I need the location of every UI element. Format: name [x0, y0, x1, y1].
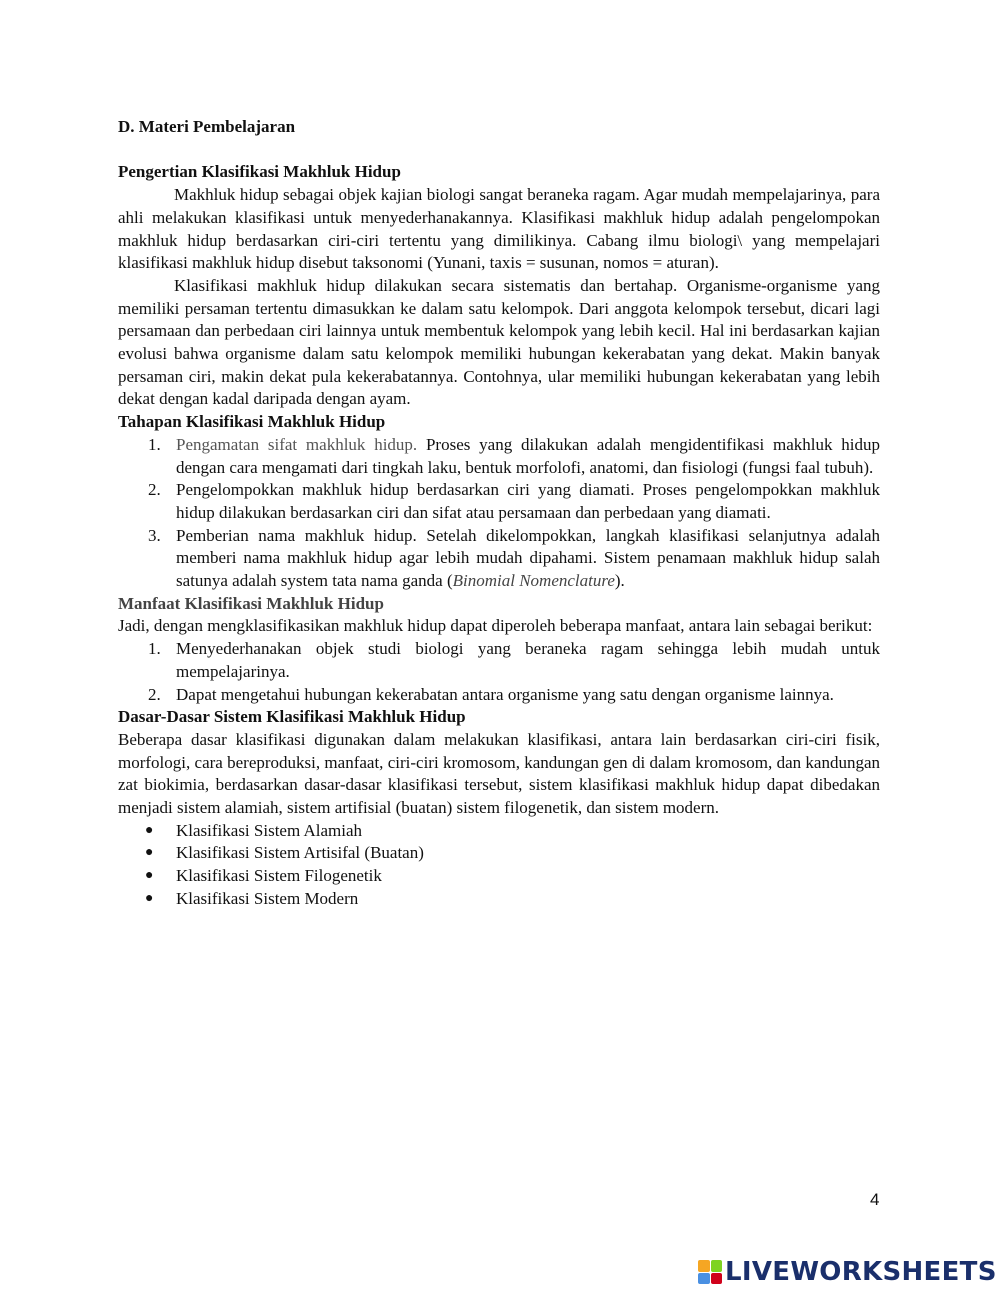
list-item-text: Dapat mengetahui hubungan kekerabatan antara organisme yang satu dengan organisme lainnya.	[176, 684, 834, 704]
spacer	[118, 139, 880, 162]
logo-text: LIVEWORKSHEETS	[725, 1257, 997, 1287]
list-item-tail: ).	[614, 571, 625, 591]
list-number: 1.	[148, 434, 161, 454]
tahapan-heading: Tahapan Klasifikasi Makhluk Hidup	[118, 412, 386, 432]
tahapan-list	[118, 434, 880, 593]
list-number: 2.	[148, 684, 161, 704]
logo-square	[711, 1273, 723, 1285]
bullet-item	[118, 865, 880, 888]
list-item	[118, 525, 880, 593]
list-number: 3.	[148, 525, 161, 545]
pengertian-paragraph-2: Klasifikasi makhluk hidup dilakukan secara sistematis dan bertahap. Organisme-organisme yang memiliki persaman tertentu dimasukkan ke dalam satu kelompok. Dari anggota kelompok tersebut, dicari lagi persamaan dan perbedaan ciri lainnya untuk membentuk kelompok yang lebih kecil. Hal ini berdasarkan kajian evolusi bahwa organisme dalam satu kelompok memiliki hubungan kekerabatan yang dekat. Makin banyak persaman ciri, makin dekat pula kekerabatannya. Contohnya, ular memiliki hubungan kekerabatan yang lebih dekat dengan kadal daripada dengan ayam.	[118, 275, 880, 409]
list-item-text: Pengelompokkan makhluk hidup berdasarkan ciri yang diamati. Proses pengelompokkan makhluk hidup dilakukan berdasarkan ciri dan sifat atau persamaan dan perbedaan yang diamati.	[176, 480, 880, 522]
logo-grid-icon	[698, 1260, 722, 1284]
list-number: 2.	[148, 480, 161, 500]
logo-square	[698, 1273, 710, 1285]
list-item-italic: Binomial Nomenclature	[452, 571, 615, 591]
list-item	[118, 479, 880, 524]
dasar-bullet-list	[118, 820, 880, 911]
bullet-text: Klasifikasi Sistem Modern	[176, 888, 359, 908]
bullet-text: Klasifikasi Sistem Filogenetik	[176, 866, 382, 886]
list-item	[118, 434, 880, 479]
list-item	[118, 684, 880, 707]
list-item-text: Pemberian nama makhluk hidup. Setelah dikelompokkan, langkah klasifikasi selanjutnya adalah memberi nama makhluk hidup agar lebih mudah dipahami. Sistem penamaan makhluk hidup salah satunya adalah system tata nama ganda (	[176, 525, 880, 591]
bullet-text: Klasifikasi Sistem Alamiah	[176, 820, 363, 840]
liveworksheets-logo[interactable]	[698, 1257, 997, 1287]
bullet-item	[118, 888, 880, 911]
bullet-item	[118, 842, 880, 865]
manfaat-intro: Jadi, dengan mengklasifikasikan makhluk hidup dapat diperoleh beberapa manfaat, antara lain sebagai berikut:	[118, 616, 873, 636]
manfaat-heading: Manfaat Klasifikasi Makhluk Hidup	[118, 593, 384, 613]
bullet-icon: ●	[145, 868, 154, 884]
bullet-icon: ●	[145, 890, 154, 906]
pengertian-heading: Pengertian Klasifikasi Makhluk Hidup	[118, 162, 401, 182]
list-number: 1.	[148, 639, 161, 659]
page-number: 4	[870, 1190, 880, 1209]
bullet-icon: ●	[145, 845, 154, 861]
bullet-icon: ●	[145, 822, 154, 838]
logo-square	[698, 1260, 710, 1272]
bullet-item	[118, 820, 880, 843]
document-page	[118, 116, 880, 911]
section-title: D. Materi Pembelajaran	[118, 117, 296, 136]
list-item-text: Menyederhanakan objek studi biologi yang beraneka ragam sehingga lebih mudah untuk mempelajarinya.	[176, 639, 880, 681]
list-item-text: Proses yang dilakukan adalah mengidentifikasi makhluk hidup dengan cara mengamati dari tingkah laku, bentuk morfolofi, anatomi, dan fisiologi (fungsi faal tubuh).	[176, 434, 880, 477]
dasar-paragraph: Beberapa dasar klasifikasi digunakan dalam melakukan klasifikasi, antara lain berdasarkan ciri-ciri fisik, morfologi, cara bereproduksi, manfaat, ciri-ciri kromosom, kandungan gen di dalam kromosom, dan kandungan zat biokimia, berdasarkan dasar-dasar klasifikasi tersebut, sistem klasifikasi makhluk hidup dapat dibedakan menjadi sistem alamiah, sistem artifisial (buatan) sistem filogenetik, dan sistem modern.	[118, 729, 880, 818]
bullet-text: Klasifikasi Sistem Artisifal (Buatan)	[176, 843, 424, 863]
pengertian-paragraph-1: Makhluk hidup sebagai objek kajian biologi sangat beraneka ragam. Agar mudah mempelajarinya, para ahli melakukan klasifikasi untuk menyederhanakannya. Klasifikasi makhluk hidup adalah pengelompokan makhluk hidup berdasarkan ciri-ciri tertentu yang dimilikinya. Cabang ilmu biologi\ yang mempelajari klasifikasi makhluk hidup disebut taksonomi (Yunani, taxis = susunan, nomos = aturan).	[118, 185, 880, 273]
logo-square	[711, 1260, 723, 1272]
list-item	[118, 638, 880, 683]
list-item-lead: Pengamatan sifat makhluk hidup.	[176, 434, 418, 454]
dasar-heading: Dasar-Dasar Sistem Klasifikasi Makhluk Hidup	[118, 707, 466, 727]
manfaat-list	[118, 638, 880, 706]
